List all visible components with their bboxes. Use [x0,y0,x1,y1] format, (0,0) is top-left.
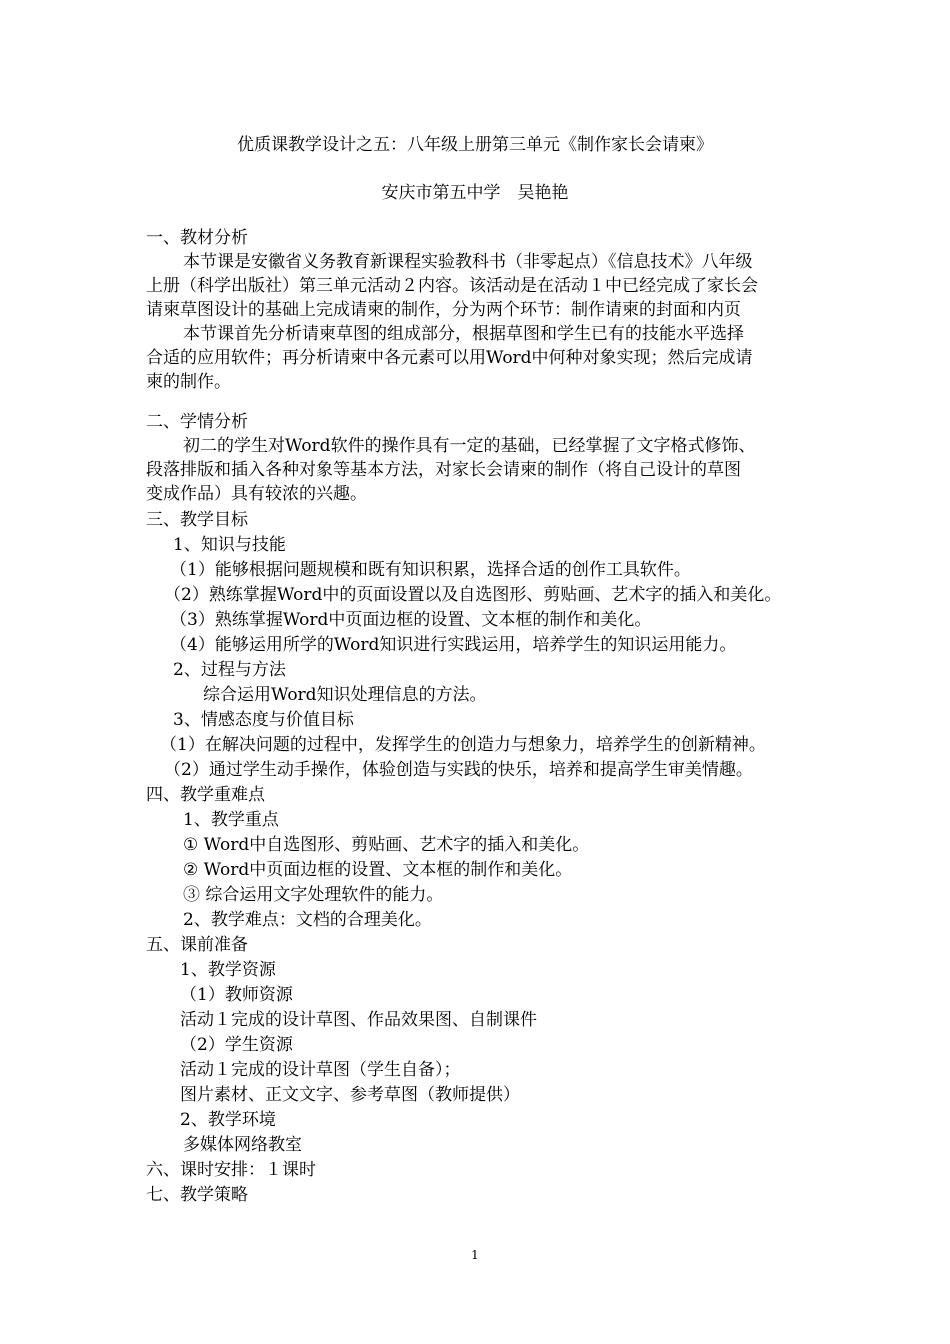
list-item: （1）在解决问题的过程中，发挥学生的创造力与想象力，培养学生的创新精神。 [160,735,766,755]
body-line: 本节课是安徽省义务教育新课程实验教科书（非零起点）《信息技术》八年级 [183,252,753,272]
sub-heading: 2、教学环境 [180,1110,276,1130]
body-line: 多媒体网络教室 [183,1135,302,1155]
section-heading: 六、课时安排：１课时 [146,1160,316,1180]
list-item: （2）通过学生动手操作，体验创造与实践的快乐，培养和提高学生审美情趣。 [164,760,753,780]
body-line: 变成作品）具有较浓的兴趣。 [146,484,367,504]
body-line: 初二的学生对Word软件的操作具有一定的基础，已经掌握了文字格式修饰、 [183,436,756,456]
body-line: 段落排版和插入各种对象等基本方法，对家长会请柬的制作（将自己设计的草图 [146,460,741,480]
list-item: （2）学生资源 [180,1035,293,1055]
sub-heading: 1、知识与技能 [173,535,286,555]
sub-heading: 1、教学重点 [183,810,279,830]
body-line: 综合运用Word知识处理信息的方法。 [203,685,487,705]
section-heading: 二、学情分析 [146,412,248,432]
list-item: （1）教师资源 [180,985,293,1005]
section-heading: 四、教学重难点 [146,785,265,805]
body-line: 图片素材、正文文字、参考草图（教师提供） [180,1085,520,1105]
document-author: 安庆市第五中学 吴艳艳 [381,183,569,203]
list-item: （1）能够根据问题规模和既有知识积累，选择合适的创作工具软件。 [170,560,691,580]
sub-heading: 2、教学难点：文档的合理美化。 [183,910,432,930]
list-item: ③ 综合运用文字处理软件的能力。 [183,885,444,905]
sub-heading: 2、过程与方法 [173,660,286,680]
body-line: 请柬草图设计的基础上完成请柬的制作，分为两个环节：制作请柬的封面和内页 [146,300,741,320]
section-heading: 七、教学策略 [146,1185,248,1205]
list-item: ② Word中页面边框的设置、文本框的制作和美化。 [183,860,573,880]
list-item: （4）能够运用所学的Word知识进行实践运用，培养学生的知识运用能力。 [170,635,737,655]
sub-heading: 1、教学资源 [180,960,276,980]
section-heading: 五、课前准备 [146,935,248,955]
body-line: 合适的应用软件；再分析请柬中各元素可以用Word中何种对象实现；然后完成请 [146,348,753,368]
list-item: （3）熟练掌握Word中页面边框的设置、文本框的制作和美化。 [170,610,652,630]
page-number: 1 [471,1248,479,1262]
list-item: ① Word中自选图形、剪贴画、艺术字的插入和美化。 [183,835,590,855]
section-heading: 一、教材分析 [146,228,248,248]
list-item: （2）熟练掌握Word中的页面设置以及自选图形、剪贴画、艺术字的插入和美化。 [164,585,782,605]
document-title: 优质课教学设计之五：八年级上册第三单元《制作家长会请柬》 [237,135,713,155]
section-heading: 三、教学目标 [146,510,248,530]
sub-heading: 3、情感态度与价值目标 [173,710,354,730]
body-line: 柬的制作。 [146,372,231,392]
body-line: 本节课首先分析请柬草图的组成部分，根据草图和学生已有的技能水平选择 [183,324,744,344]
body-line: 上册（科学出版社）第三单元活动２内容。该活动是在活动１中已经完成了家长会 [146,276,758,296]
body-line: 活动１完成的设计草图、作品效果图、自制课件 [180,1010,537,1030]
body-line: 活动１完成的设计草图（学生自备）； [180,1060,461,1080]
